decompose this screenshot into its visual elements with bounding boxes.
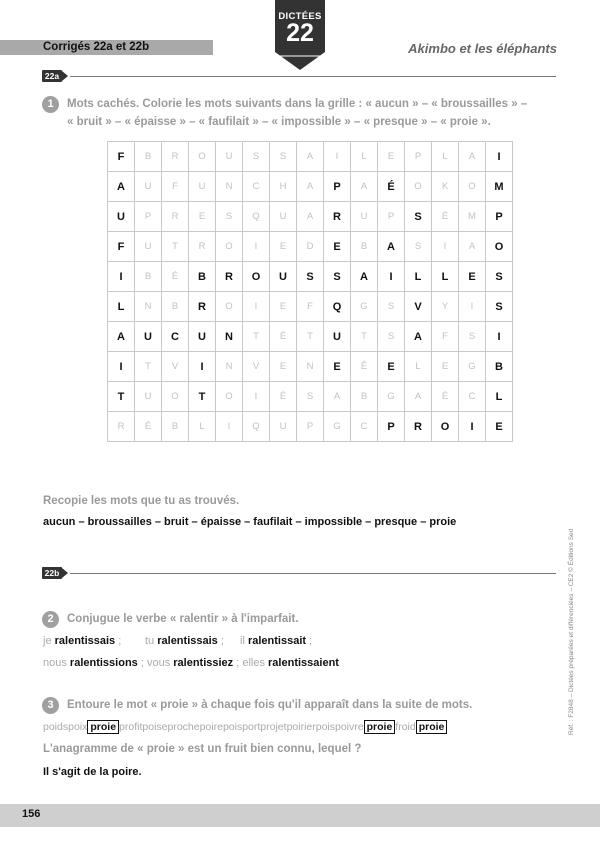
grid-cell: R — [108, 412, 135, 442]
grid-cell: C — [243, 172, 270, 202]
grid-cell: O — [405, 172, 432, 202]
grid-cell: S — [324, 262, 351, 292]
grid-cell: E — [270, 352, 297, 382]
word-search-grid — [107, 141, 513, 442]
grid-cell: F — [297, 292, 324, 322]
grid-cell: N — [216, 172, 243, 202]
grid-cell: A — [378, 232, 405, 262]
grid-cell: T — [351, 322, 378, 352]
grid-cell: P — [135, 202, 162, 232]
grid-cell: L — [405, 352, 432, 382]
grid-cell: L — [108, 292, 135, 322]
grid-cell: O — [216, 232, 243, 262]
conjugation-row-1b: tu ralentissais ; — [145, 635, 224, 647]
grid-cell: G — [351, 292, 378, 322]
grid-cell: P — [405, 142, 432, 172]
grid-cell: U — [270, 202, 297, 232]
grid-cell: É — [432, 202, 459, 232]
circled-proie: proie — [364, 720, 396, 734]
grid-cell: B — [162, 292, 189, 322]
grid-cell: E — [189, 202, 216, 232]
grid-cell: É — [378, 172, 405, 202]
grid-cell: T — [243, 322, 270, 352]
grid-cell: I — [189, 352, 216, 382]
grid-cell: E — [270, 292, 297, 322]
grid-cell: A — [297, 142, 324, 172]
grid-cell: Y — [432, 292, 459, 322]
grid-cell: S — [405, 232, 432, 262]
grid-cell: I — [243, 382, 270, 412]
grid-cell: S — [459, 322, 486, 352]
grid-cell: E — [459, 262, 486, 292]
grid-cell: R — [162, 142, 189, 172]
grid-cell: S — [297, 382, 324, 412]
grid-cell: É — [270, 322, 297, 352]
grid-cell: B — [135, 142, 162, 172]
grid-cell: S — [486, 292, 513, 322]
grid-cell: O — [243, 262, 270, 292]
grid-cell: I — [459, 412, 486, 442]
grid-cell: L — [405, 262, 432, 292]
grid-cell: E — [486, 412, 513, 442]
grid-cell: U — [351, 202, 378, 232]
grid-cell: T — [108, 382, 135, 412]
grid-cell: I — [324, 142, 351, 172]
grid-cell: I — [108, 352, 135, 382]
grid-cell: A — [297, 202, 324, 232]
badge-word: DICTÉES — [278, 11, 322, 22]
exercise-number: 3 — [42, 697, 59, 714]
grid-cell: U — [324, 322, 351, 352]
circled-proie: proie — [87, 720, 119, 734]
grid-cell: N — [297, 352, 324, 382]
grid-cell: I — [486, 142, 513, 172]
grid-cell: V — [405, 292, 432, 322]
grid-cell: U — [135, 322, 162, 352]
grid-row — [108, 292, 513, 322]
grid-cell: O — [432, 412, 459, 442]
grid-cell: O — [486, 232, 513, 262]
found-words-answer: aucun – broussailles – bruit – épaisse – faufilait – impossible – presque – proie — [43, 516, 457, 528]
section-arrow-icon — [62, 71, 68, 81]
grid-cell: S — [270, 142, 297, 172]
grid-cell: C — [162, 322, 189, 352]
grid-cell: F — [432, 322, 459, 352]
grid-cell: B — [162, 412, 189, 442]
grid-cell: E — [378, 142, 405, 172]
section-tag-22a: 22a — [42, 70, 62, 82]
grid-cell: S — [378, 292, 405, 322]
grid-row — [108, 202, 513, 232]
grid-cell: M — [459, 202, 486, 232]
grid-cell: K — [432, 172, 459, 202]
grid-cell: S — [486, 262, 513, 292]
grid-cell: U — [270, 262, 297, 292]
section-rule — [70, 76, 556, 77]
grid-row — [108, 322, 513, 352]
grid-cell: N — [216, 322, 243, 352]
grid-cell: C — [351, 412, 378, 442]
grid-cell: S — [297, 262, 324, 292]
grid-cell: A — [351, 262, 378, 292]
grid-cell: T — [297, 322, 324, 352]
grid-cell: A — [297, 172, 324, 202]
badge-number: 22 — [286, 19, 314, 47]
grid-cell: P — [378, 412, 405, 442]
grid-cell: N — [216, 352, 243, 382]
grid-cell: R — [324, 202, 351, 232]
grid-cell: L — [432, 142, 459, 172]
exercise1-instruction-line1: Mots cachés. Colorie les mots suivants dans la grille : « aucun » – « broussailles » – — [67, 98, 528, 110]
conjugation-row-1c: il ralentissait ; — [240, 635, 313, 647]
grid-cell: L — [351, 142, 378, 172]
grid-cell: E — [432, 352, 459, 382]
anagram-question: L'anagramme de « proie » est un fruit bien connu, lequel ? — [43, 743, 362, 755]
grid-cell: B — [351, 382, 378, 412]
grid-cell: É — [270, 382, 297, 412]
grid-cell: L — [432, 262, 459, 292]
grid-cell: U — [135, 382, 162, 412]
grid-cell: S — [216, 202, 243, 232]
grid-cell: B — [486, 352, 513, 382]
grid-cell: F — [108, 142, 135, 172]
grid-cell: I — [243, 232, 270, 262]
grid-cell: A — [405, 382, 432, 412]
footer-bar — [0, 804, 600, 827]
grid-row — [108, 352, 513, 382]
section-arrow-icon — [62, 568, 68, 578]
conjugation-row-2: nous ralentissions ; vous ralentissiez ; elles ralentissaient — [43, 657, 339, 669]
grid-cell: I — [432, 232, 459, 262]
grid-cell: R — [216, 262, 243, 292]
grid-cell: E — [270, 232, 297, 262]
grid-cell: O — [459, 172, 486, 202]
grid-cell: A — [324, 382, 351, 412]
grid-cell: Ê — [351, 352, 378, 382]
exercise2-instruction: Conjugue le verbe « ralentir » à l'imparfait. — [67, 613, 299, 625]
grid-cell: B — [351, 232, 378, 262]
grid-cell: L — [486, 382, 513, 412]
circled-proie: proie — [416, 720, 448, 734]
grid-cell: R — [405, 412, 432, 442]
grid-cell: Q — [243, 412, 270, 442]
grid-cell: A — [459, 142, 486, 172]
exercise-number: 1 — [42, 96, 59, 113]
grid-cell: A — [351, 172, 378, 202]
recopie-instruction: Recopie les mots que tu as trouvés. — [43, 495, 240, 507]
grid-cell: G — [378, 382, 405, 412]
grid-cell: V — [243, 352, 270, 382]
grid-cell: N — [135, 292, 162, 322]
grid-cell: L — [189, 412, 216, 442]
grid-cell: I — [459, 292, 486, 322]
grid-cell: P — [378, 202, 405, 232]
section-rule — [70, 573, 556, 574]
grid-cell: S — [405, 202, 432, 232]
section-tag-22b: 22b — [42, 567, 62, 579]
conjugation-row-1: je ralentissais ; — [43, 635, 122, 647]
grid-cell: D — [297, 232, 324, 262]
grid-cell: É — [162, 262, 189, 292]
grid-cell: A — [459, 232, 486, 262]
grid-cell: I — [378, 262, 405, 292]
grid-cell: U — [108, 202, 135, 232]
grid-cell: E — [378, 352, 405, 382]
reference-side-text: Réf. : F2848 – Dictées préparées et différenciées – CE2 © Éditions Sed — [568, 528, 575, 735]
grid-cell: E — [324, 352, 351, 382]
grid-cell: R — [162, 202, 189, 232]
grid-cell: A — [405, 322, 432, 352]
grid-cell: I — [108, 262, 135, 292]
grid-cell: U — [270, 412, 297, 442]
grid-cell: C — [459, 382, 486, 412]
exercise1-instruction-line2: « bruit » – « épaisse » – « faufilait » – « impossible » – « presque » – « proie ». — [67, 116, 491, 128]
corriges-label: Corrigés 22a et 22b — [43, 41, 150, 53]
grid-cell: F — [108, 232, 135, 262]
grid-cell: T — [162, 232, 189, 262]
page-number: 156 — [22, 808, 41, 820]
grid-cell: H — [270, 172, 297, 202]
grid-cell: O — [216, 382, 243, 412]
grid-cell: R — [189, 292, 216, 322]
grid-row — [108, 232, 513, 262]
exercise3-instruction: Entoure le mot « proie » à chaque fois qu'il apparaît dans la suite de mots. — [67, 699, 473, 711]
grid-cell: U — [216, 142, 243, 172]
grid-cell: F — [162, 172, 189, 202]
grid-row — [108, 142, 513, 172]
grid-cell: G — [459, 352, 486, 382]
grid-cell: V — [162, 352, 189, 382]
grid-cell: A — [108, 322, 135, 352]
grid-row — [108, 262, 513, 292]
page-title: Akimbo et les éléphants — [408, 41, 557, 56]
grid-cell: O — [162, 382, 189, 412]
grid-cell: O — [216, 292, 243, 322]
grid-row — [108, 382, 513, 412]
grid-cell: S — [243, 142, 270, 172]
word-sequence: poidspoix proie profitpoiseprochepoirepoisportprojetpoirierpoispoivre proie froid proie — [43, 721, 447, 733]
grid-cell: É — [135, 412, 162, 442]
grid-cell: Q — [324, 292, 351, 322]
grid-cell: R — [189, 232, 216, 262]
grid-cell: E — [324, 232, 351, 262]
grid-cell: P — [297, 412, 324, 442]
grid-cell: Q — [243, 202, 270, 232]
grid-cell: M — [486, 172, 513, 202]
grid-row — [108, 412, 513, 442]
grid-cell: P — [324, 172, 351, 202]
anagram-answer: Il s'agit de la poire. — [43, 766, 142, 778]
grid-cell: U — [135, 172, 162, 202]
grid-cell: P — [486, 202, 513, 232]
grid-cell: T — [189, 382, 216, 412]
grid-cell: A — [108, 172, 135, 202]
grid-cell: U — [189, 172, 216, 202]
grid-cell: O — [189, 142, 216, 172]
grid-cell: B — [135, 262, 162, 292]
grid-cell: T — [135, 352, 162, 382]
grid-cell: U — [135, 232, 162, 262]
grid-cell: I — [486, 322, 513, 352]
grid-cell: B — [189, 262, 216, 292]
grid-cell: G — [324, 412, 351, 442]
grid-cell: U — [189, 322, 216, 352]
grid-row — [108, 172, 513, 202]
grid-cell: I — [216, 412, 243, 442]
grid-cell: I — [243, 292, 270, 322]
grid-cell: É — [432, 382, 459, 412]
exercise-number: 2 — [42, 611, 59, 628]
grid-cell: S — [378, 322, 405, 352]
